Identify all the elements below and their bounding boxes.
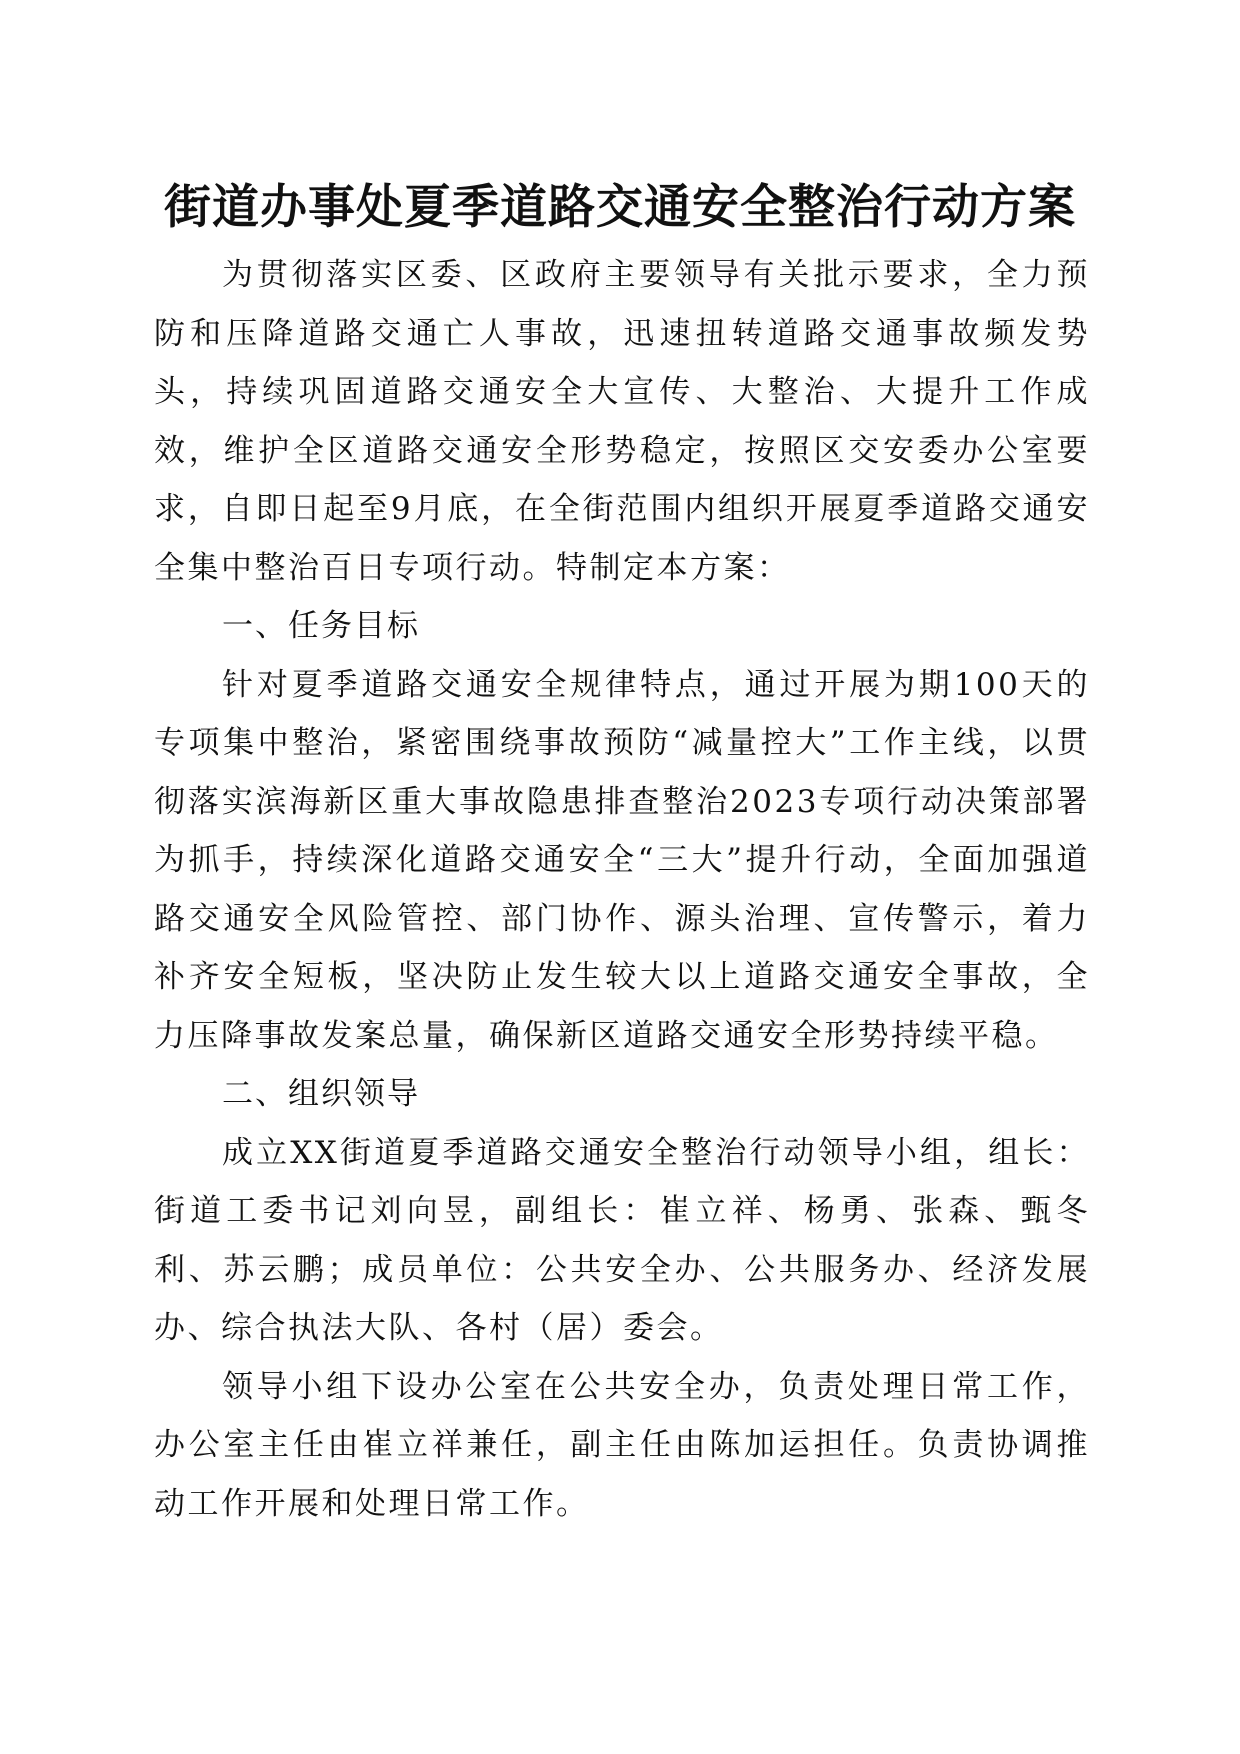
section-heading: 二、组织领导 — [222, 1076, 420, 1112]
document-title: 街道办事处夏季道路交通安全整治行动方案 — [164, 180, 1076, 235]
intro-paragraph: 为贯彻落实区委、区政府主要领导有关批示要求，全力预防和压降道路交通亡人事故，迅速扭转道路交通事故频发势头，持续巩固道路交通安全大宣传、大整治、大提升工作成效，维护全区道路交通安全形势稳定，按照区交安委办公室要求，自即日起至9月底，在全街范围内组织开展夏季道路交通安全集中整治百日专项行动。特制定本方案： — [154, 257, 1090, 586]
section-paragraph: 领导小组下设办公室在公共安全办，负责处理日常工作，办公室主任由崔立祥兼任，副主任由陈加运担任。负责协调推动工作开展和处理日常工作。 — [154, 1368, 1090, 1522]
document-body — [154, 246, 1090, 1533]
section-paragraph: 成立XX街道夏季道路交通安全整治行动领导小组，组长：街道工委书记刘向昱，副组长：崔立祥、杨勇、张森、甄冬利、苏云鹏；成员单位：公共安全办、公共服务办、经济发展办、综合执法大队、各村（居）委会。 — [154, 1134, 1090, 1346]
section-heading: 一、任务目标 — [222, 608, 420, 644]
section-paragraph: 针对夏季道路交通安全规律特点，通过开展为期100天的专项集中整治，紧密围绕事故预防“减量控大”工作主线，以贯彻落实滨海新区重大事故隐患排查整治2023专项行动决策部署为抓手，持续深化道路交通安全“三大”提升行动，全面加强道路交通安全风险管控、部门协作、源头治理、宣传警示，着力补齐安全短板，坚决防止发生较大以上道路交通安全事故，全力压降事故发案总量，确保新区道路交通安全形势持续平稳。 — [154, 666, 1090, 1054]
section-organization-leadership — [154, 1065, 1090, 1533]
section-task-goals — [154, 597, 1090, 1065]
